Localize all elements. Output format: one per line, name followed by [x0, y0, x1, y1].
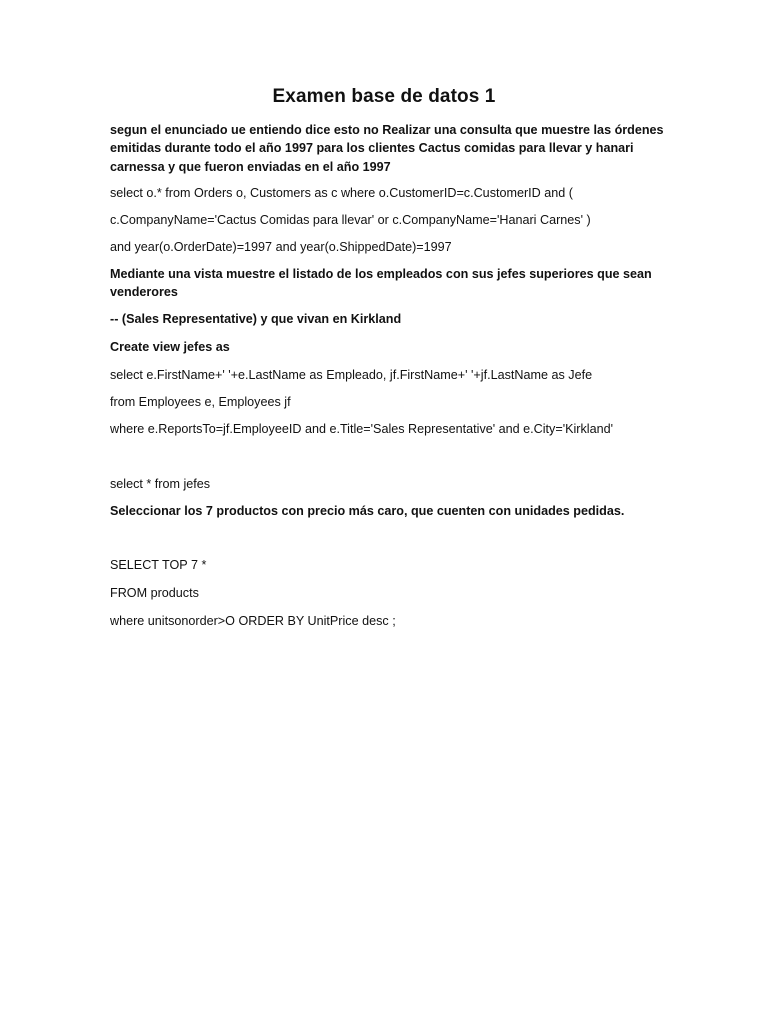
exercise-1-statement: segun el enunciado ue entiendo dice esto no Realizar una consulta que muestre las órdenes emitidas durante todo el año 1997 para los clientes Cactus comidas para llevar y hanari carnessa y que fueron enviadas en el año 1997: [110, 123, 664, 174]
query-2-from: from Employees e, Employees jf: [110, 395, 291, 409]
query-1-line-1: select o.* from Orders o, Customers as c where o.CustomerID=c.CustomerID and (: [110, 186, 573, 200]
query-2-select-view: select * from jefes: [110, 477, 211, 491]
document-title: Examen base de datos 1: [272, 86, 496, 107]
query-2-select: select e.FirstName+' '+e.LastName as Empleado, jf.FirstName+' '+jf.LastName as Jefe: [110, 368, 593, 382]
exercise-2-statement: Mediante una vista muestre el listado de los empleados con sus jefes superiores que sean venderores: [110, 267, 652, 300]
exercise-3-statement: Seleccionar los 7 productos con precio más caro, que cuenten con unidades pedidas.: [110, 504, 625, 518]
query-2-create-view: Create view jefes as: [110, 340, 230, 354]
exercise-2-comment: -- (Sales Representative) y que vivan en Kirkland: [110, 312, 402, 326]
query-3-from: FROM products: [110, 586, 199, 600]
query-1-line-3: and year(o.OrderDate)=1997 and year(o.ShippedDate)=1997: [110, 240, 452, 254]
query-1-line-2: c.CompanyName='Cactus Comidas para llevar' or c.CompanyName='Hanari Carnes' ): [110, 213, 591, 227]
query-2-where: where e.ReportsTo=jf.EmployeeID and e.Title='Sales Representative' and e.City='Kirkland': [110, 422, 614, 436]
query-3-select: SELECT TOP 7 *: [110, 558, 207, 572]
query-3-where: where unitsonorder>O ORDER BY UnitPrice desc ;: [110, 614, 396, 628]
